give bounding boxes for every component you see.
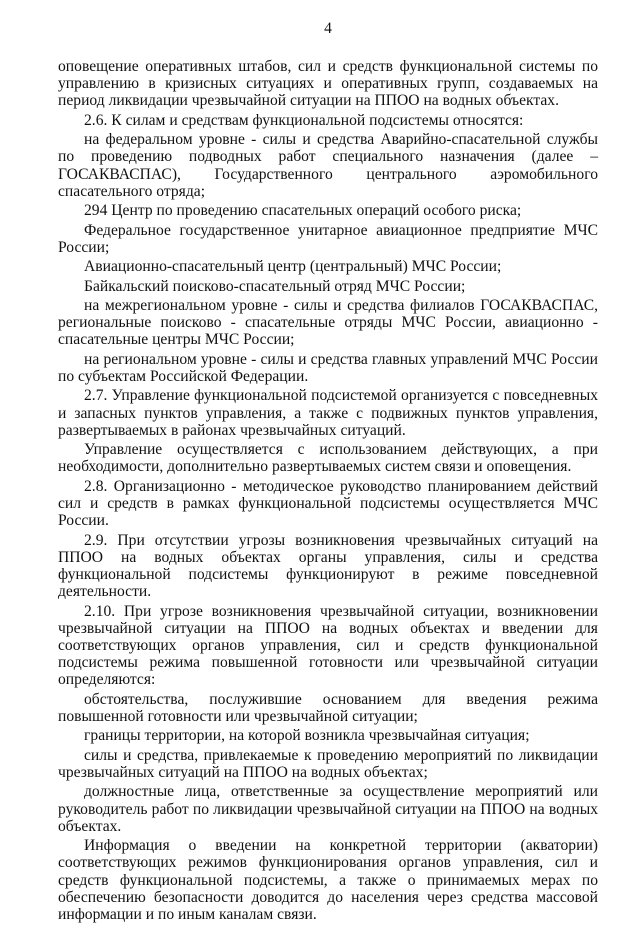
paragraph-5: Федеральное государственное унитарное авиационное предприятие МЧС России; (58, 221, 598, 256)
paragraph-16: границы территории, на которой возникла чрезвычайная ситуация; (84, 727, 530, 745)
paragraph-3: на федеральном уровне - силы и средства Аварийно-спасательной службы по проведению подводных работ специального назначения (далее – ГОСАКВАСПАС), Государственного центрального аэромобильного спасательного отряда; (58, 131, 598, 200)
paragraph-18: должностные лица, ответственные за осуществление мероприятий или руководитель работ по ликвидации чрезвычайной ситуации на ППОО на водных объектах. (58, 783, 598, 835)
paragraph-4: 294 Центр по проведению спасательных операций особого риска; (84, 202, 522, 220)
paragraph-6: Авиационно-спасательный центр (центральный) МЧС России; (84, 258, 502, 276)
paragraph-9: на региональном уровне - силы и средства главных управлений МЧС России по субъектам Российской Федерации. (58, 350, 598, 385)
paragraph-11: Управление осуществляется с использованием действующих, а при необходимости, дополнительно развертываемых систем связи и оповещения. (58, 441, 598, 476)
paragraph-15: обстоятельства, послужившие основанием для введения режима повышенной готовности или чрезвычайной ситуации; (58, 690, 598, 725)
paragraph-2: 2.6. К силам и средствам функциональной подсистемы относятся: (84, 111, 524, 129)
paragraph-1: оповещение оперативных штабов, сил и средств функциональной системы по управлению в кризисных ситуациях и оперативных групп, создаваемых на период ликвидации чрезвычайной ситуации на ППОО на водных объектах. (58, 58, 598, 110)
paragraph-19: Информация о введении на конкретной территории (акватории) соответствующих режимов функционирования органов управления, сил и средств функциональной подсистемы, а также о принимаемых мерах по обеспечению безопасности доводится до населения через средства массовой информации и по иным каналам связи. (58, 837, 598, 923)
document-body (58, 58, 598, 925)
paragraph-13: 2.9. При отсутствии угрозы возникновения чрезвычайных ситуаций на ППОО на водных объектах органы управления, силы и средства функциональной подсистемы функционируют в режиме повседневной деятельности. (58, 531, 598, 601)
paragraph-14: 2.10. При угрозе возникновения чрезвычайной ситуации, возникновении чрезвычайной ситуации на ППОО на водных объектах и введении для соответствующих органов управления, сил и средств функциональной подсистемы режима повышенной готовности или чрезвычайной ситуации определяются: (58, 602, 598, 689)
paragraph-17: силы и средства, привлекаемые к проведению мероприятий по ликвидации чрезвычайных ситуаций на ППОО на водных объектах; (58, 746, 598, 781)
paragraph-7: Байкальский поисково-спасательный отряд МЧС России; (84, 277, 466, 295)
paragraph-8: на межрегиональном уровне - силы и средства филиалов ГОСАКВАСПАС, региональные поисково - спасательные отряды МЧС России, авиационно - спасательные центры МЧС России; (58, 296, 598, 349)
paragraph-10: 2.7. Управление функциональной подсистемой организуется с повседневных и запасных пунктов управления, а также с подвижных пунктов управления, развертываемых в районах чрезвычайных ситуаций. (58, 387, 598, 439)
page-number: 4 (324, 20, 332, 37)
paragraph-12: 2.8. Организационно - методическое руководство планированием действий сил и средств в рамках функциональной подсистемы осуществляется МЧС России. (58, 477, 598, 530)
